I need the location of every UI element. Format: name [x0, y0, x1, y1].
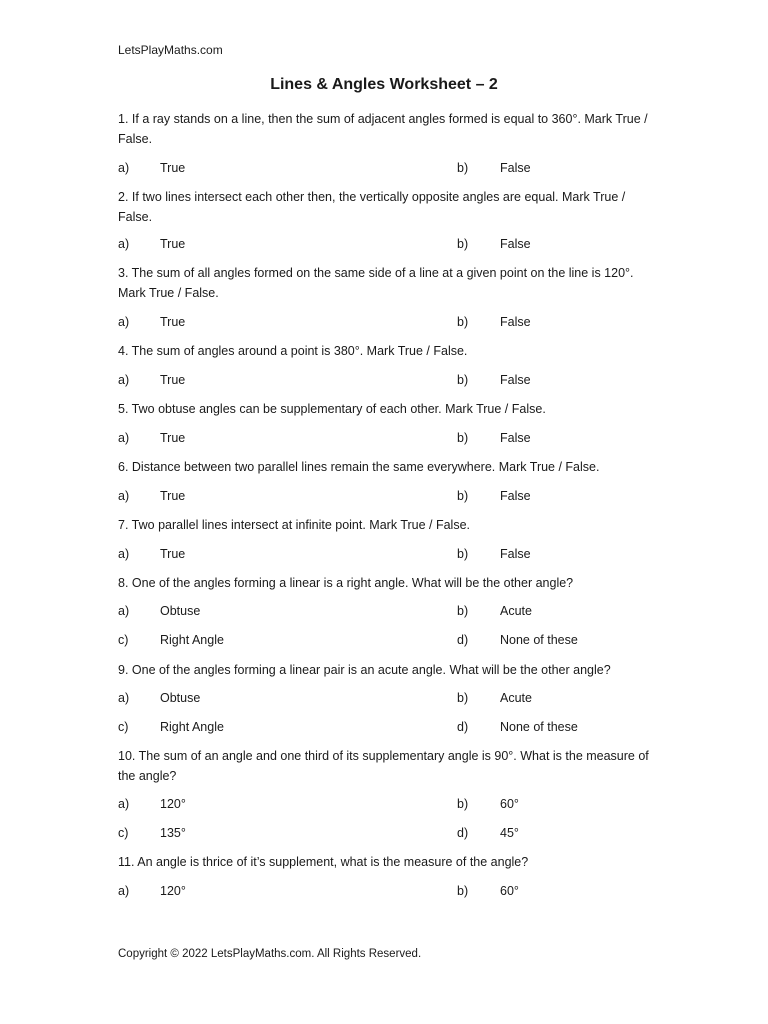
question-2-option-label: a) [118, 237, 130, 251]
question-7-option-text: True [160, 547, 186, 561]
question-4-option-label: a) [118, 373, 130, 387]
question-10-option-text: 120° [160, 797, 186, 811]
question-4-option-text: True [160, 373, 186, 387]
question-1-option-label: b) [457, 161, 469, 175]
question-7-option-label: a) [118, 547, 130, 561]
question-10-text: 10. The sum of an angle and one third of its supplementary angle is 90°. What is the measure of the angle? [118, 749, 649, 783]
question-10-option-text: 135° [160, 826, 186, 840]
question-2-option-label: b) [457, 237, 469, 251]
question-10-option-label: c) [118, 826, 129, 840]
question-9-option-text: None of these [500, 720, 578, 734]
question-6-option-text: True [160, 489, 186, 503]
question-11-option-label: a) [118, 884, 130, 898]
question-2-text: 2. If two lines intersect each other then, the vertically opposite angles are equal. Mark True / False. [118, 190, 626, 224]
question-9-text: 9. One of the angles forming a linear pair is an acute angle. What will be the other angle? [118, 663, 611, 677]
question-9-option-label: c) [118, 720, 129, 734]
question-10-option-text: 45° [500, 826, 519, 840]
question-5-option-label: a) [118, 431, 130, 445]
copyright-footer: Copyright © 2022 LetsPlayMaths.com. All Rights Reserved. [118, 948, 422, 960]
question-8-option-label: b) [457, 604, 469, 618]
question-11-option-text: 120° [160, 884, 186, 898]
question-8-option-text: None of these [500, 633, 578, 647]
question-4-option-label: b) [457, 373, 469, 387]
question-2-option-text: True [160, 237, 186, 251]
question-6-text: 6. Distance between two parallel lines remain the same everywhere. Mark True / False. [118, 460, 600, 474]
question-2-option-text: False [500, 237, 531, 251]
question-6-option-label: b) [457, 489, 469, 503]
question-1-option-text: True [160, 161, 186, 175]
question-7-option-text: False [500, 547, 531, 561]
question-10-option-text: 60° [500, 797, 519, 811]
question-9-option-label: a) [118, 691, 130, 705]
question-8-text: 8. One of the angles forming a linear is a right angle. What will be the other angle? [118, 576, 574, 590]
question-10-option-label: a) [118, 797, 130, 811]
page-title: Lines & Angles Worksheet – 2 [270, 76, 498, 93]
question-3-text: 3. The sum of all angles formed on the same side of a line at a given point on the line is 120°. Mark True / False. [118, 266, 634, 300]
question-8-option-text: Right Angle [160, 633, 224, 647]
question-1-option-text: False [500, 161, 531, 175]
question-10-option-label: b) [457, 797, 469, 811]
question-5-option-label: b) [457, 431, 469, 445]
question-1-text: 1. If a ray stands on a line, then the sum of adjacent angles formed is equal to 360°. Mark True / False. [118, 112, 648, 146]
question-8-option-text: Obtuse [160, 604, 201, 618]
question-10-option-label: d) [457, 826, 469, 840]
question-4-option-text: False [500, 373, 531, 387]
question-8-option-text: Acute [500, 604, 532, 618]
question-7-text: 7. Two parallel lines intersect at infinite point. Mark True / False. [118, 518, 471, 532]
question-3-option-text: False [500, 315, 531, 329]
question-3-option-text: True [160, 315, 186, 329]
question-5-option-text: True [160, 431, 186, 445]
question-11-text: 11. An angle is thrice of it’s supplement, what is the measure of the angle? [118, 855, 529, 869]
question-5-text: 5. Two obtuse angles can be supplementary of each other. Mark True / False. [118, 402, 546, 416]
question-9-option-text: Obtuse [160, 691, 201, 705]
question-8-option-label: c) [118, 633, 129, 647]
question-6-option-label: a) [118, 489, 130, 503]
question-8-option-label: d) [457, 633, 469, 647]
question-6-option-text: False [500, 489, 531, 503]
question-9-option-text: Acute [500, 691, 532, 705]
question-9-option-label: d) [457, 720, 469, 734]
site-name: LetsPlayMaths.com [118, 43, 223, 57]
question-4-text: 4. The sum of angles around a point is 380°. Mark True / False. [118, 344, 468, 358]
question-11-option-text: 60° [500, 884, 519, 898]
question-5-option-text: False [500, 431, 531, 445]
question-7-option-label: b) [457, 547, 469, 561]
question-3-option-label: b) [457, 315, 469, 329]
question-1-option-label: a) [118, 161, 130, 175]
question-9-option-label: b) [457, 691, 469, 705]
question-9-option-text: Right Angle [160, 720, 224, 734]
question-11-option-label: b) [457, 884, 469, 898]
question-3-option-label: a) [118, 315, 130, 329]
question-8-option-label: a) [118, 604, 130, 618]
